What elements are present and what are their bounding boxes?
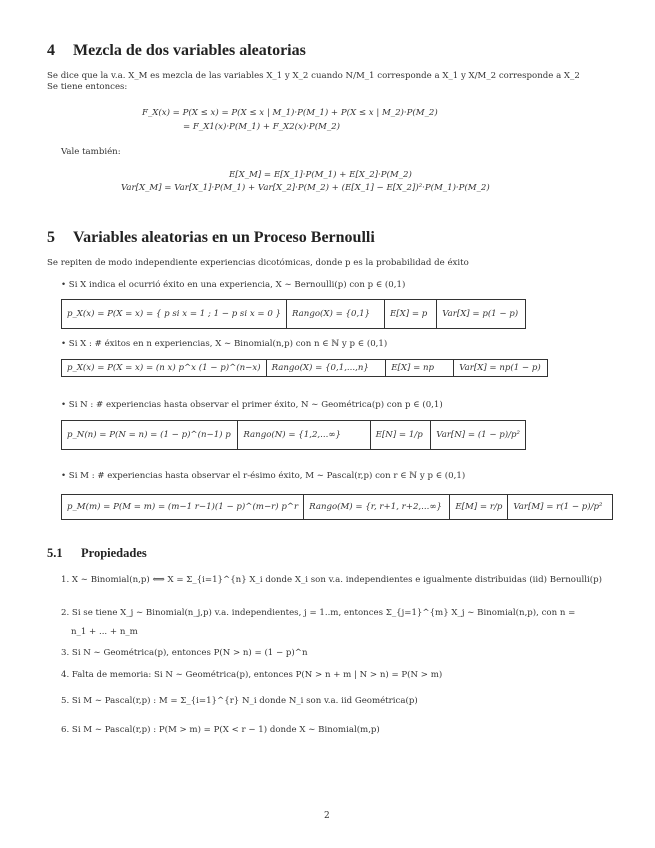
bullet-bernoulli: • Si X indica el ocurrió éxito en una experiencia, X ∼ Bernoulli(p) con p ∈ (0,1) (61, 280, 406, 290)
section-4-intro-2: Se tiene entonces: (47, 82, 128, 92)
pmf-cell: p_M(m) = P(M = m) = (m−1 r−1)(1 − p)^(m−r) p^r (67, 502, 299, 512)
page-number: 2 (324, 811, 330, 821)
list-item: 3. Si N ∼ Geométrica(p), entonces P(N > n) = (1 − p)^n (61, 648, 308, 658)
variance-cell: Var[M] = r(1 − p)/p² (507, 495, 612, 519)
equation-expectation-mixture: E[X_M] = E[X_1]·P(M_1) + E[X_2]·P(M_2) (229, 170, 412, 180)
section-5-intro: Se repiten de modo independiente experiencias dicotómicas, donde p es la probabilidad de éxito (47, 258, 469, 268)
list-item: 6. Si M ∼ Pascal(r,p) : P(M > m) = P(X < r − 1) donde X ∼ Binomial(m,p) (61, 725, 380, 735)
equation-cdf-mixture-2: = F_X1(x)·P(M_1) + F_X2(x)·P(M_2) (183, 122, 340, 132)
equation-variance-mixture: Var[X_M] = Var[X_1]·P(M_1) + Var[X_2]·P(M_2) + (E[X_1] − E[X_2])²·P(M_1)·P(M_2) (121, 183, 490, 193)
pmf-cell: p_X(x) = P(X = x) = { p si x = 1 ; 1 − p si x = 0 } (67, 309, 282, 319)
geometric-formula-box (61, 420, 526, 450)
expectation-cell: E[X] = np (385, 360, 453, 376)
range-cell: Rango(X) = {0,1} (286, 300, 384, 328)
expectation-cell: E[M] = r/p (449, 495, 507, 519)
section-4-heading (47, 42, 306, 60)
pascal-formula-box (61, 494, 613, 520)
list-item: 4. Falta de memoria: Si N ∼ Geométrica(p), entonces P(N > n + m | N > n) = P(N > m) (61, 670, 443, 680)
range-cell: Rango(M) = {r, r+1, r+2,...∞} (303, 495, 449, 519)
range-cell: Rango(N) = {1,2,...∞} (237, 421, 369, 449)
expectation-cell: E[N] = 1/p (370, 421, 431, 449)
section-number: 5 (47, 229, 55, 246)
variance-cell: Var[N] = (1 − p)/p² (430, 421, 525, 449)
vale-tambien-text: Vale también: (61, 147, 121, 157)
section-title: Propiedades (81, 546, 147, 560)
pmf-cell: p_N(n) = P(N = n) = (1 − p)^(n−1) p (67, 430, 231, 440)
list-item: 5. Si M ∼ Pascal(r,p) : M = Σ_{i=1}^{r} N_i donde N_i son v.a. iid Geométrica(p) (61, 696, 418, 706)
section-title: Mezcla de dos variables aleatorias (73, 42, 306, 59)
range-cell: Rango(X) = {0,1,...,n} (266, 360, 386, 376)
binomial-formula-box (61, 359, 548, 377)
pmf-cell: p_X(x) = P(X = x) = (n x) p^x (1 − p)^(n−x) (67, 363, 261, 373)
expectation-cell: E[X] = p (384, 300, 436, 328)
list-item-continuation: n_1 + ... + n_m (71, 627, 138, 637)
section-title: Variables aleatorias en un Proceso Bernoulli (73, 229, 375, 246)
bullet-geometric: • Si N : # experiencias hasta observar el primer éxito, N ∼ Geométrica(p) con p ∈ (0,1) (61, 400, 443, 410)
variance-cell: Var[X] = p(1 − p) (436, 300, 525, 328)
equation-cdf-mixture: F_X(x) = P(X ≤ x) = P(X ≤ x | M_1)·P(M_1) + P(X ≤ x | M_2)·P(M_2) (142, 108, 438, 118)
bullet-binomial: • Si X : # éxitos en n experiencias, X ∼ Binomial(n,p) con n ∈ ℕ y p ∈ (0,1) (61, 339, 388, 349)
list-item: 2. Si se tiene X_j ∼ Binomial(n_j,p) v.a. independientes, j = 1..m, entonces Σ_{j=1}^{m} X_j ∼ Binomial(n,p), con n = (61, 608, 576, 618)
section-number: 4 (47, 42, 55, 59)
section-4-intro: Se dice que la v.a. X_M es mezcla de las variables X_1 y X_2 cuando N/M_1 corresponde a X_1 y X/M_2 corresponde a X_2 (47, 71, 580, 81)
bullet-pascal: • Si M : # experiencias hasta observar el r-ésimo éxito, M ∼ Pascal(r,p) con r ∈ ℕ y p ∈ (0,1) (61, 471, 466, 481)
subsection-5-1-heading (47, 546, 147, 561)
section-5-heading (47, 229, 375, 247)
bernoulli-formula-box (61, 299, 526, 329)
section-number: 5.1 (47, 546, 63, 560)
variance-cell: Var[X] = np(1 − p) (453, 360, 547, 376)
list-item: 1. X ∼ Binomial(n,p) ⟺ X = Σ_{i=1}^{n} X_i donde X_i son v.a. independientes e igualmente distribuidas (iid) Bernoulli(p) (61, 575, 602, 585)
